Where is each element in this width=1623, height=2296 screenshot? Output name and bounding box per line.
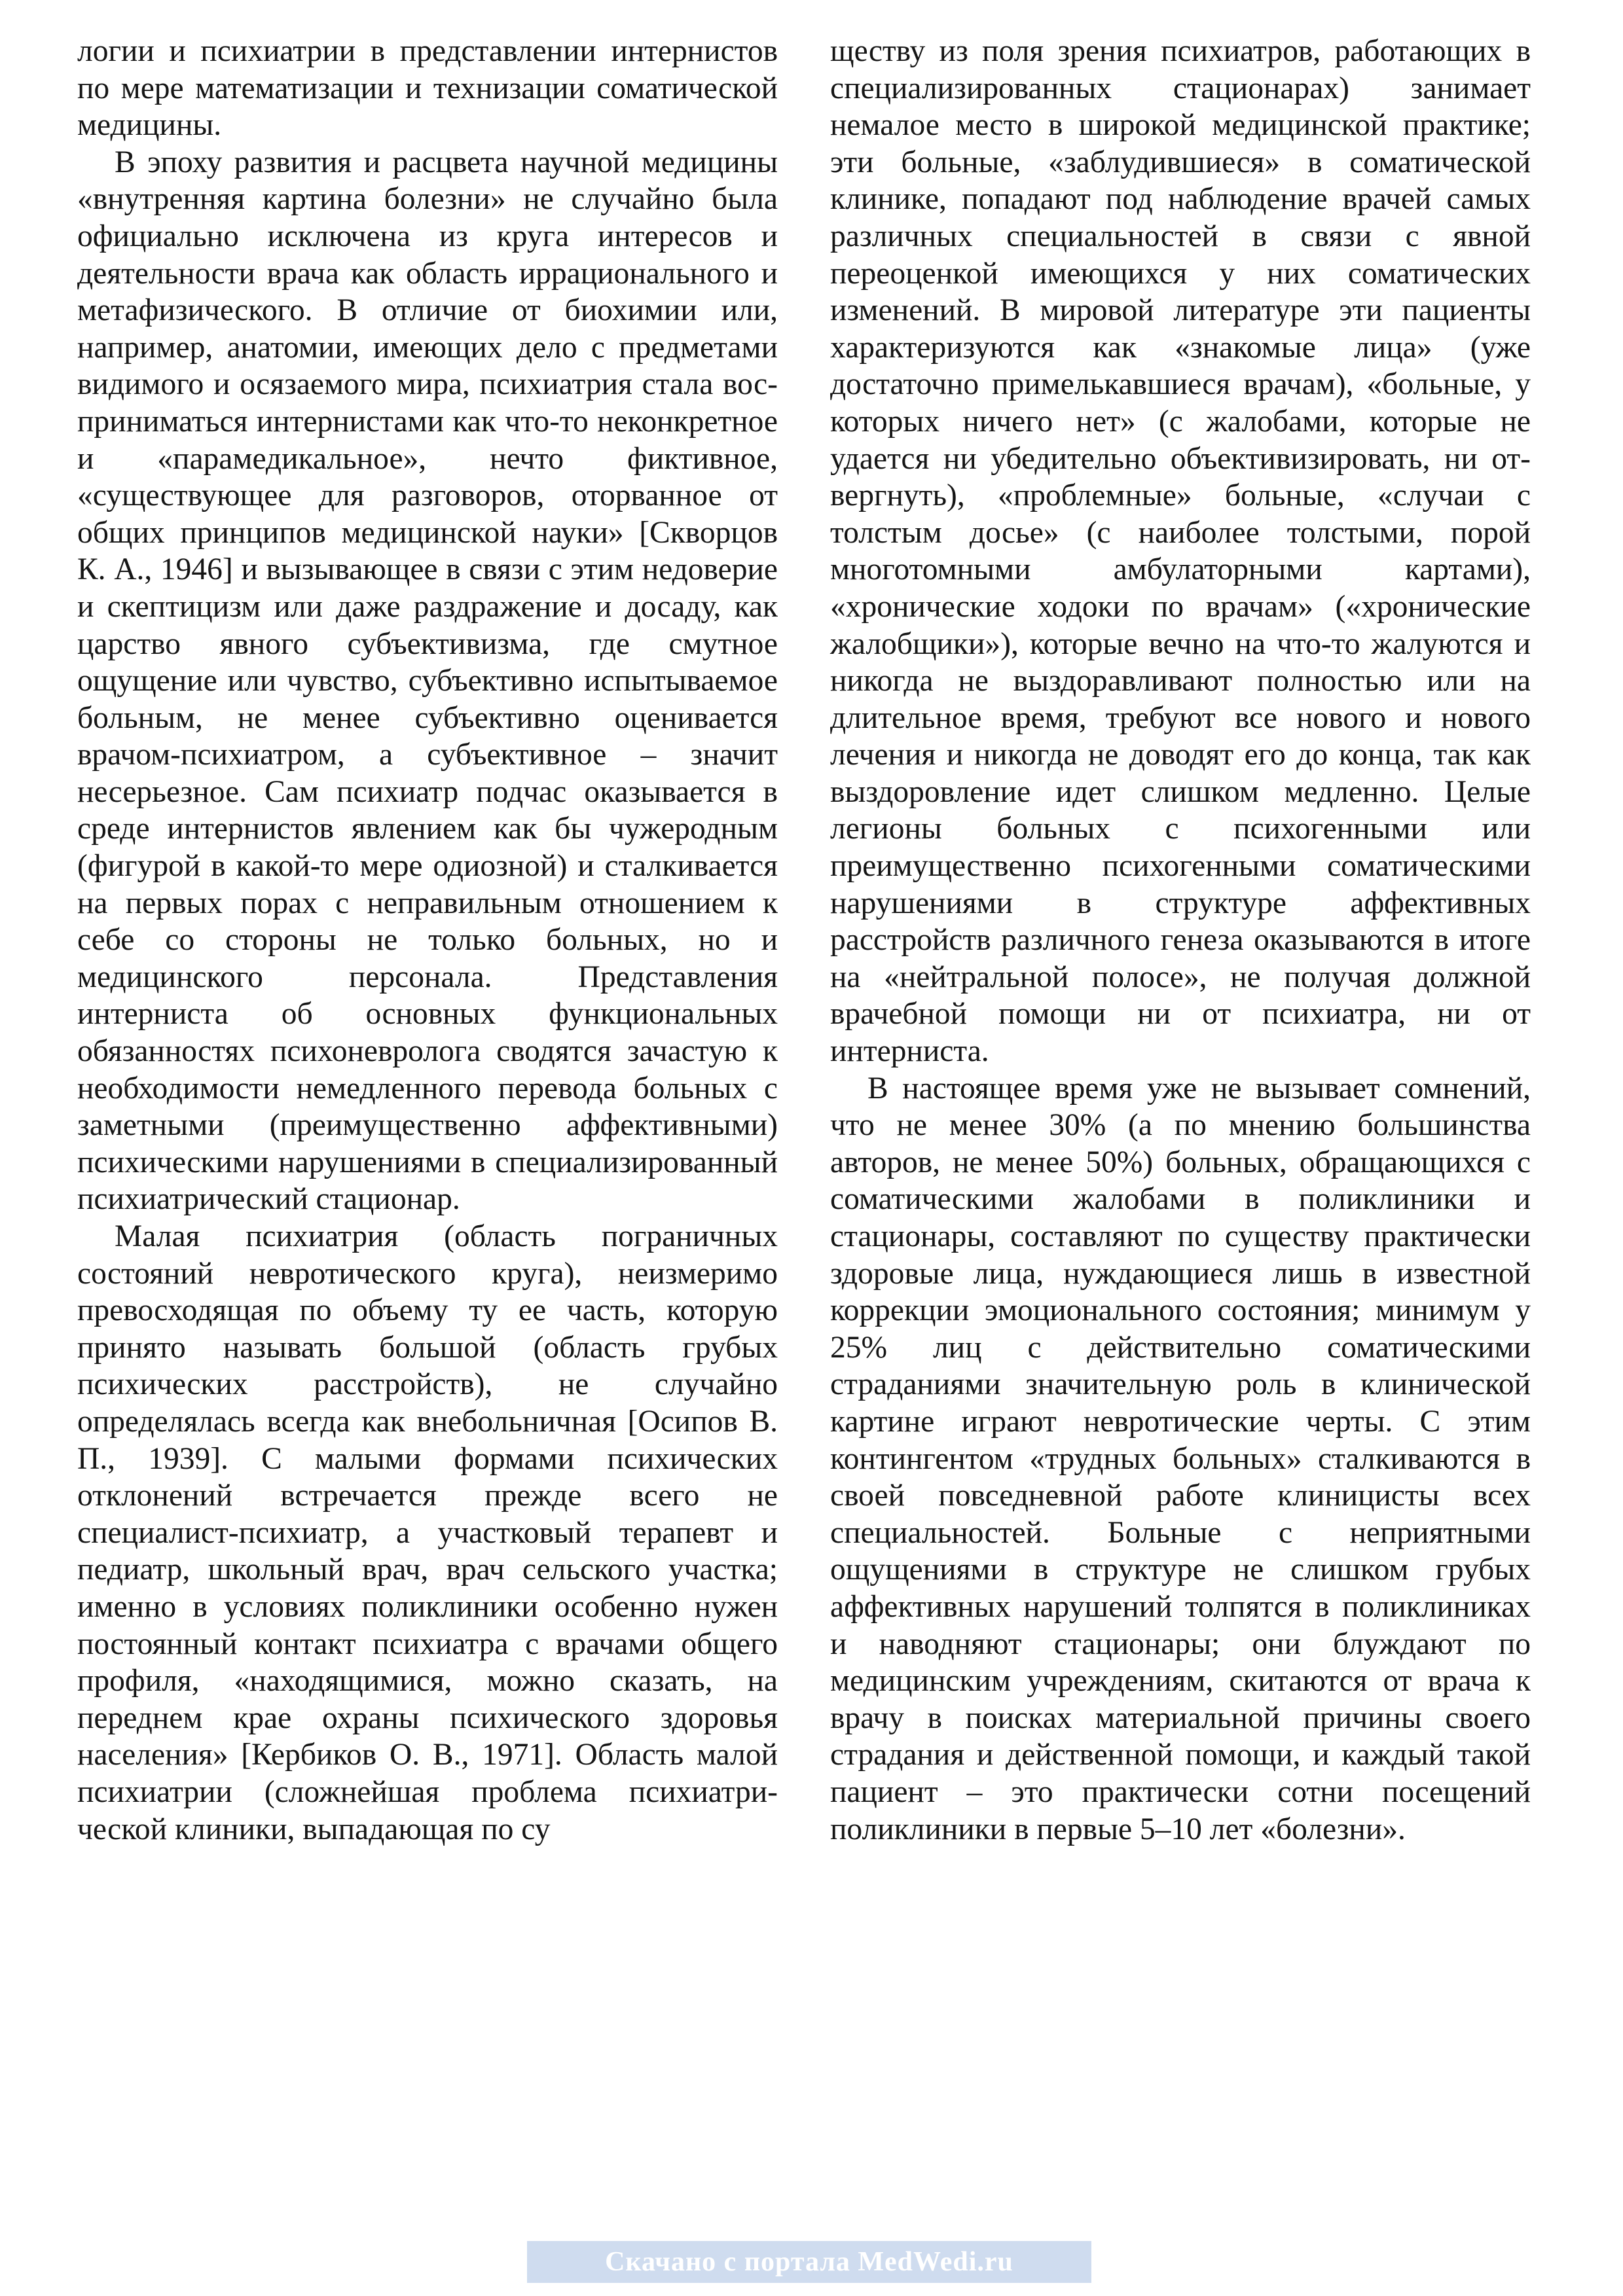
- right-column: [830, 33, 1531, 1848]
- paragraph: ществу из поля зрения психиатров, работающих в специализированных стационарах) занимает немалое место в широкой медицинской практике; эти больные, «заблудившиеся» в соматической клинике, попадают под наблюдение врачей самых различных специальностей в связи с явной переоценкой имеющихся у них соматических изменений. В мировой литературе эти пациенты характеризуются как «знакомые лица» (уже достаточно примелькавшиеся врачам), «больные, у которых ничего нет» (с жалобами, которые не удается ни убедительно объективизировать, ни отвергнуть), «проблемные» больные, «случаи с толстым досье» (с наиболее толстыми, порой многотомными амбулаторными картами), «хронические ходоки по врачам» («хронические жалобщики»), которые вечно на что-то жалуются и никогда не выздоравливают полностью или на длительное время, требуют все нового и нового лечения и никогда не доводят его до конца, так как выздоровление идет слишком медленно. Целые легионы больных с психогенными или преимущественно психогенными соматическими нарушениями в структуре аффективных расстройств различного генеза оказываются в итоге на «нейтральной полосе», не получая должной врачебной помощи ни от психиатра, ни от интерниста.: [830, 34, 1531, 1069]
- paragraph: Малая психиатрия (область пограничных состояний невротического круга), неизмеримо превосходящая по объему ту ее часть, которую принято называть большой (область грубых психических расстройств), не случайно определялась всегда как внебольничная [Осипов В. П., 1939]. С малыми формами психических отклонений встречается прежде всего не специалист-психиатр, а участковый терапевт и педиатр, школьный врач, врач сельского участка; именно в условиях поликлиники особенно нужен постоянный контакт психиатра с врачами общего профиля, «находящимися, можно сказать, на переднем крае охраны психического здоровья населения» [Кербиков О. В., 1971]. Область малой психиатрии (сложнейшая проблема психиатрической клиники, выпадающая по су: [77, 1219, 778, 1846]
- left-column: [77, 33, 778, 1848]
- download-watermark: Скачано с портала MedWedi.ru: [527, 2241, 1091, 2283]
- paragraph: логии и психиатрии в представлении интернистов по мере математизации и технизации соматической медицины.: [77, 34, 778, 143]
- paragraph: В эпоху развития и расцвета научной медицины «внутренняя картина болезни» не случайно была официально исключена из круга интересов и деятельности врача как область иррационального и метафизического. В отличие от биохимии или, например, анатомии, имеющих дело с предметами видимого и осязаемого мира, психиатрия стала восприниматься интернистами как что-то неконкретное и «парамедикальное», нечто фиктивное, «существующее для разговоров, оторванное от общих принципов медицинской науки» [Скворцов К. А., 1946] и вызывающее в связи с этим недоверие и скептицизм или даже раздражение и досаду, как царство явного субъективизма, где смутное ощущение или чувство, субъективно испытываемое больным, не менее субъективно оценивается врачом-психиатром, а субъективное – значит несерьезное. Сам психиатр подчас оказывается в среде интернистов явлением как бы чужеродным (фигурой в какой-то мере одиозной) и сталкивается на первых порах с неправильным отношением к себе со стороны не только больных, но и медицинского персонала. Представления интерниста об основных функциональных обязанностях психоневролога сводятся зачастую к необходимости немедленного перевода больных с заметными (преимущественно аффективными) психическими нарушениями в специализированный психиатрический стационар.: [77, 145, 778, 1217]
- paragraph: В настоящее время уже не вызывает сомнений, что не менее 30% (а по мнению большинства авторов, не менее 50%) больных, обращающихся с соматическими жалобами в поликлиники и стационары, составляют по существу практически здоровые лица, нуждающиеся лишь в известной коррекции эмоционального состояния; минимум у 25% лиц с действительно соматическими страданиями значительную роль в клинической картине играют невротические черты. С этим контингентом «трудных больных» сталкиваются в своей повседневной работе клиницисты всех специальностей. Больные с неприятными ощущениями в структуре не слишком грубых аффективных нарушений толпятся в поликлиниках и наводняют стационары; они блуждают по медицинским учреждениям, скитаются от врача к врачу в поисках материальной причины своего страдания и действенной помощи, и каждый такой пациент – это практически сотни посещений поликлиники в первые 5–10 лет «болезни».: [830, 1071, 1531, 1846]
